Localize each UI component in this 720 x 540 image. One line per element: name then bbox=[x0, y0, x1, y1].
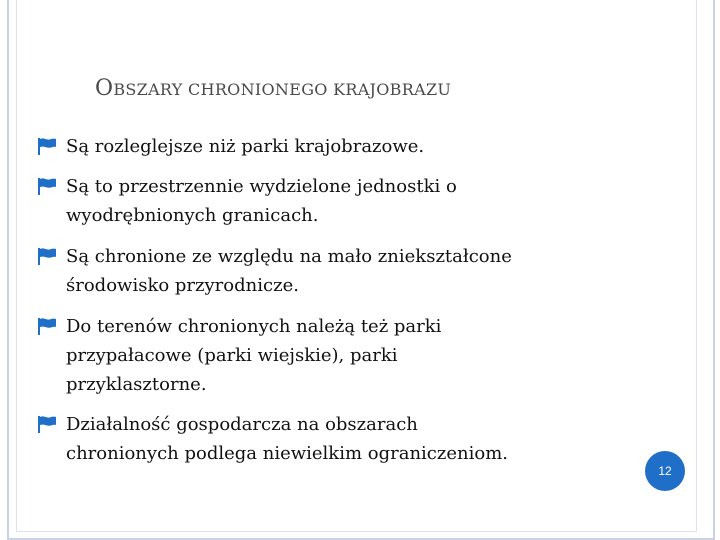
bullet-text: Do terenów chronionych należą też parki przypałacowe (parki wiejskie), parki przyklasztorne. bbox=[66, 316, 442, 395]
bullet-item bbox=[36, 242, 512, 300]
slide-title bbox=[95, 76, 451, 101]
flag-icon bbox=[36, 136, 58, 156]
bullet-item bbox=[36, 410, 508, 468]
page-number-badge bbox=[645, 451, 685, 491]
flag-icon bbox=[36, 414, 58, 434]
bullet-text: Są rozleglejsze niż parki krajobrazowe. bbox=[66, 136, 425, 157]
page-number: 12 bbox=[658, 464, 672, 478]
bullet-item bbox=[36, 172, 457, 230]
bullet-text: Są chronione ze względu na mało zniekształcone środowisko przyrodnicze. bbox=[66, 246, 512, 296]
bullet-item bbox=[36, 312, 441, 399]
flag-icon bbox=[36, 176, 58, 196]
frame-inner-right bbox=[696, 0, 697, 532]
title-initial: O bbox=[95, 76, 114, 101]
flag-icon bbox=[36, 316, 58, 336]
title-rest: BSZARY CHRONIONEGO KRAJOBRAZU bbox=[113, 80, 452, 99]
flag-icon bbox=[36, 246, 58, 266]
bullet-text: Są to przestrzennie wydzielone jednostki o wyodrębnionych granicach. bbox=[66, 176, 457, 226]
frame-inner-bottom bbox=[16, 531, 697, 532]
frame-inner-left bbox=[16, 0, 17, 532]
bullet-item bbox=[36, 132, 424, 161]
bullet-text: Działalność gospodarcza na obszarach chronionych podlega niewielkim ograniczeniom. bbox=[66, 414, 508, 464]
